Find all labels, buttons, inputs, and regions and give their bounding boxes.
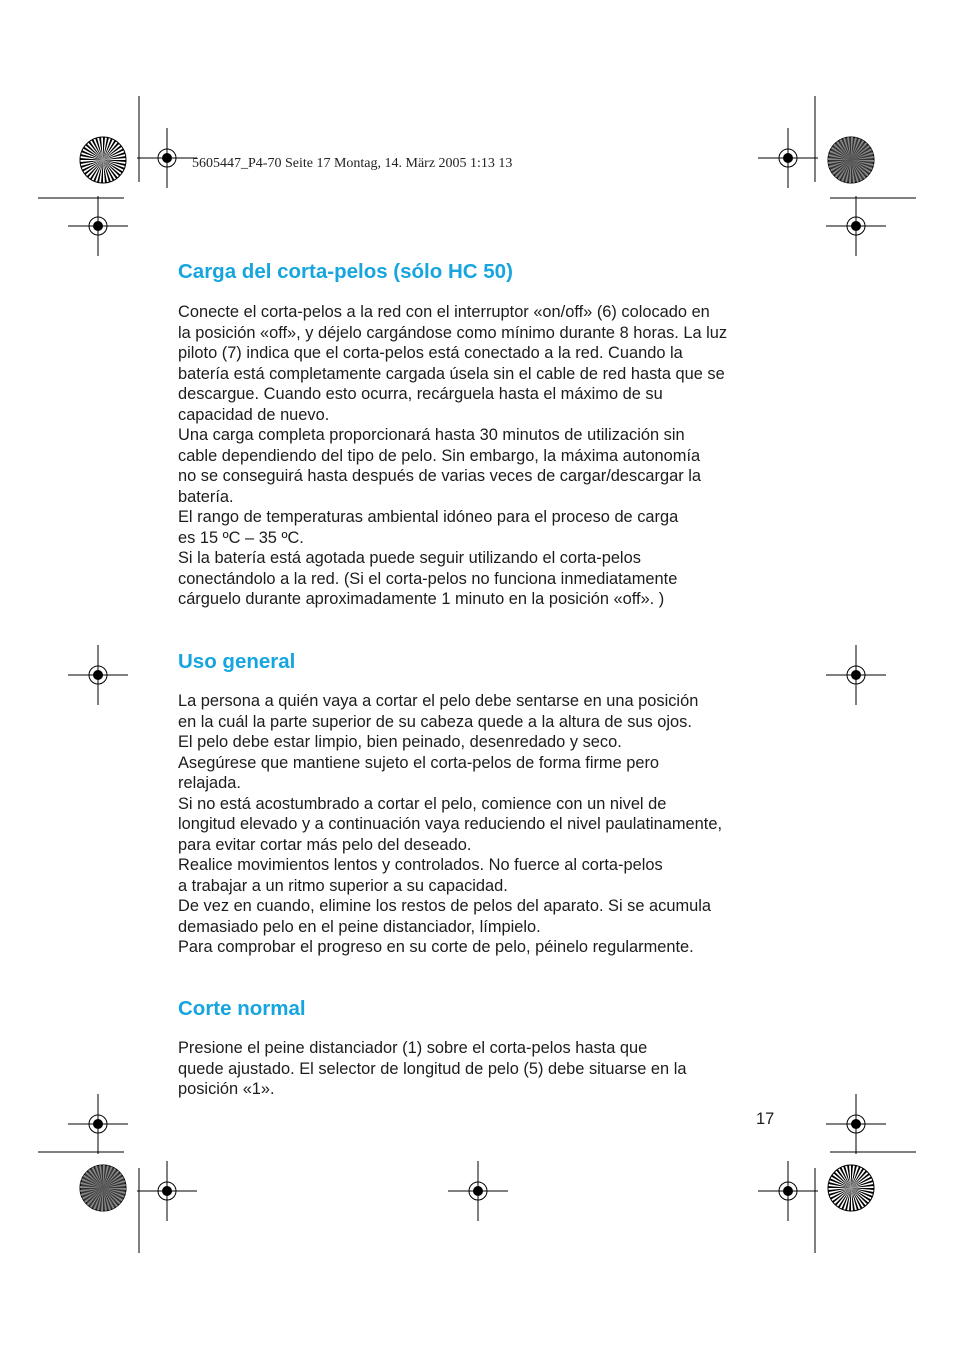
- text-line: no se conseguirá hasta después de varias veces de cargar/descargar la: [178, 467, 701, 485]
- text-line: conectándolo a la red. (Si el corta-pelos no funciona inmediatamente: [178, 569, 678, 588]
- slug-line: 5605447_P4-70 Seite 17 Montag, 14. März 2005 1:13 13: [192, 156, 513, 171]
- text-line: capacidad de nuevo.: [178, 405, 330, 424]
- registration-mark: [137, 128, 197, 188]
- text-line: para evitar cortar más pelo del deseado.: [178, 835, 472, 854]
- section-heading-general-use: Uso general: [178, 650, 296, 673]
- registration-mark: [448, 1161, 508, 1221]
- text-line: relajada.: [178, 774, 241, 792]
- registration-mark: [68, 196, 128, 256]
- text-line: Si la batería está agotada puede seguir utilizando el corta-pelos: [178, 549, 641, 567]
- text-line: La persona a quién vaya a cortar el pelo debe sentarse en una posición: [178, 692, 699, 710]
- registration-mark: [68, 1094, 128, 1154]
- text-line: Para comprobar el progreso en su corte de pelo, péinelo regularmente.: [178, 938, 694, 956]
- color-target-mark: [828, 1165, 874, 1211]
- registration-mark: [826, 196, 886, 256]
- registration-mark: [826, 645, 886, 705]
- text-line: es 15 ºC – 35 ºC.: [178, 528, 304, 547]
- registration-mark: [758, 128, 818, 188]
- text-line: Presione el peine distanciador (1) sobre el corta-pelos hasta que: [178, 1039, 648, 1057]
- text-line: De vez en cuando, elimine los restos de pelos del aparato. Si se acumula: [178, 897, 711, 915]
- text-line: El pelo debe estar limpio, bien peinado, desenredado y seco.: [178, 733, 622, 751]
- registration-mark: [758, 1161, 818, 1221]
- text-line: Asegúrese que mantiene sujeto el corta-pelos de forma firme pero: [178, 753, 660, 772]
- page-number: 17: [756, 1110, 775, 1128]
- text-line: en la cuál la parte superior de su cabeza quede a la altura de sus ojos.: [178, 712, 692, 731]
- text-line: batería.: [178, 487, 234, 506]
- text-line: longitud elevado y a continuación vaya reduciendo el nivel paulatinamente,: [178, 815, 722, 833]
- text-line: demasiado pelo en el peine distanciador, límpielo.: [178, 917, 541, 936]
- section-body-normal-cut: [178, 1038, 778, 1100]
- section-body-general-use: [178, 691, 778, 958]
- section-body-charging: [178, 302, 778, 610]
- text-line: cable dependiendo del tipo de pelo. Sin embargo, la máxima autonomía: [178, 446, 701, 465]
- text-line: a trabajar a un ritmo superior a su capacidad.: [178, 876, 508, 895]
- color-target-mark: [80, 1165, 126, 1211]
- text-line: Conecte el corta-pelos a la red con el interruptor «on/off» (6) colocado en: [178, 303, 710, 321]
- registration-mark: [68, 645, 128, 705]
- registration-mark: [137, 1161, 197, 1221]
- text-line: piloto (7) indica que el corta-pelos está conectado a la red. Cuando la: [178, 344, 683, 362]
- text-line: cárguelo durante aproximadamente 1 minuto en la posición «off». ): [178, 590, 665, 608]
- text-line: descargue. Cuando esto ocurra, recárguela hasta el máximo de su: [178, 385, 663, 403]
- section-heading-normal-cut: Corte normal: [178, 997, 306, 1020]
- text-line: batería está completamente cargada úsela sin el cable de red hasta que se: [178, 364, 725, 383]
- text-line: El rango de temperaturas ambiental idóneo para el proceso de carga: [178, 508, 679, 526]
- text-line: Una carga completa proporcionará hasta 30 minutos de utilización sin: [178, 426, 685, 444]
- text-line: la posición «off», y déjelo cargándose como mínimo durante 8 horas. La luz: [178, 323, 728, 342]
- text-line: Realice movimientos lentos y controlados. No fuerce al corta-pelos: [178, 856, 663, 874]
- color-target-mark: [80, 137, 126, 183]
- text-line: quede ajustado. El selector de longitud de pelo (5) debe situarse en la: [178, 1059, 687, 1078]
- registration-mark: [826, 1094, 886, 1154]
- text-line: posición «1».: [178, 1080, 275, 1098]
- text-line: Si no está acostumbrado a cortar el pelo, comience con un nivel de: [178, 794, 667, 813]
- section-heading-charging: Carga del corta-pelos (sólo HC 50): [178, 260, 513, 283]
- color-target-mark: [828, 137, 874, 183]
